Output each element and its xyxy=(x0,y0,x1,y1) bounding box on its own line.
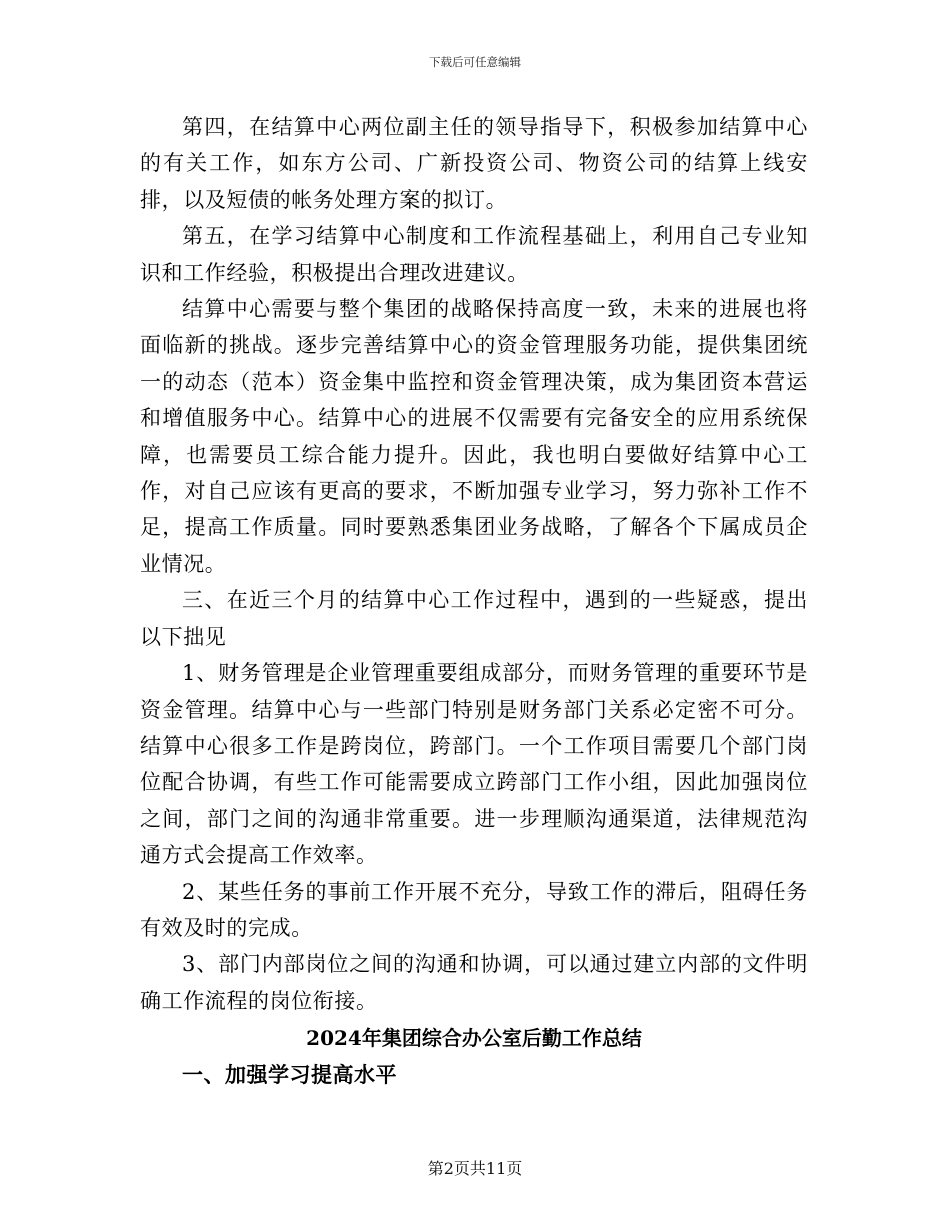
paragraph: 3、部门内部岗位之间的沟通和协调，可以通过建立内部的文件明确工作流程的岗位衔接。 xyxy=(140,952,808,1013)
page-footer: 第2页共11页 xyxy=(427,1159,523,1178)
paragraph: 第五，在学习结算中心制度和工作流程基础上，利用自己专业知识和工作经验，积极提出合理改进建议。 xyxy=(140,224,808,285)
paragraph: 结算中心需要与整个集团的战略保持高度一致，未来的进展也将面临新的挑战。逐步完善结算中心的资金管理服务功能，提供集团统一的动态（范本）资金集中监控和资金管理决策，成为集团资本营运和增值服务中心。结算中心的进展不仅需要有完备安全的应用系统保障，也需要员工综合能力提升。因此，我也明白要做好结算中心工作，对自己应该有更高的要求，不断加强专业学习，努力弥补工作不足，提高工作质量。同时要熟悉集团业务战略，了解各个下属成员企业情况。 xyxy=(140,297,808,576)
paragraph: 2、某些任务的事前工作开展不充分，导致工作的滞后，阻碍任务有效及时的完成。 xyxy=(140,879,808,940)
section-heading: 一、加强学习提高水平 xyxy=(182,1062,397,1088)
paragraph: 1、财务管理是企业管理重要组成部分，而财务管理的重要环节是资金管理。结算中心与一些部门特别是财务部门关系必定密不可分。结算中心很多工作是跨岗位，跨部门。一个工作项目需要几个部门岗位配合协调，有些工作可能需要成立跨部门工作小组，因此加强岗位之间，部门之间的沟通非常重要。进一步理顺沟通渠道，法律规范沟通方式会提高工作效率。 xyxy=(140,661,808,868)
page-header: 下载后可任意编辑 xyxy=(429,55,521,69)
paragraph: 三、在近三个月的结算中心工作过程中，遇到的一些疑惑，提出以下拙见 xyxy=(140,588,808,649)
document-title: 2024年集团综合办公室后勤工作总结 xyxy=(306,1026,642,1051)
document-body xyxy=(140,109,808,1093)
paragraph: 第四，在结算中心两位副主任的领导指导下，积极参加结算中心的有关工作，如东方公司、广新投资公司、物资公司的结算上线安排，以及短债的帐务处理方案的拟订。 xyxy=(140,115,808,212)
